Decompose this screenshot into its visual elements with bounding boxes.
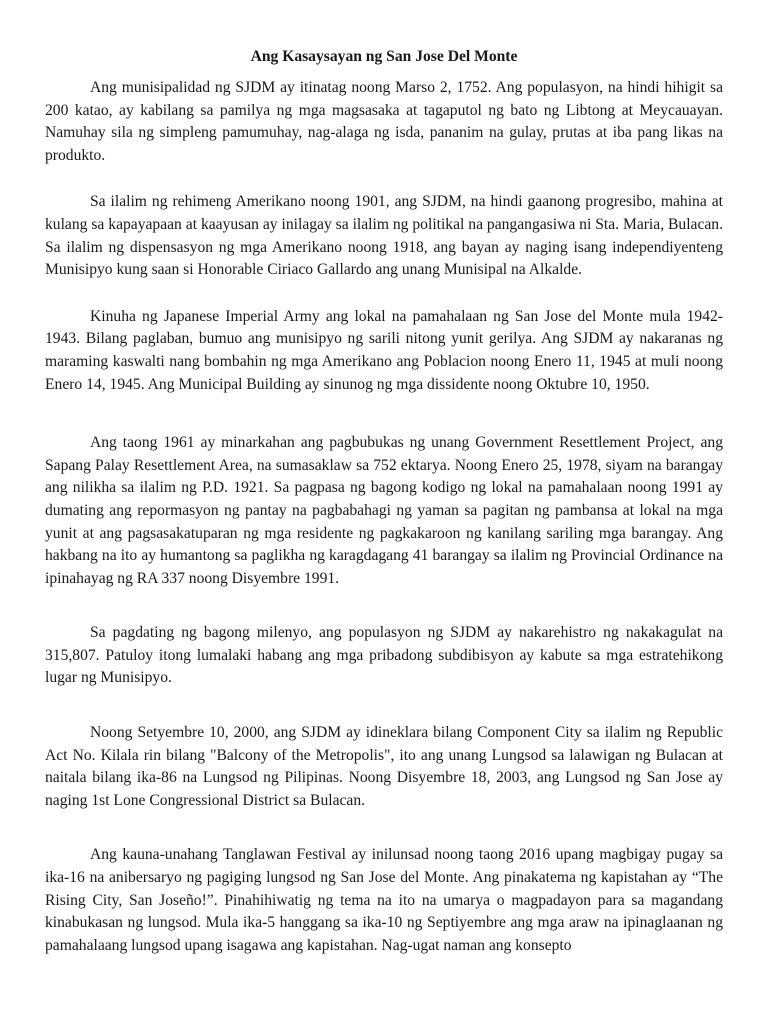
paragraph-3: Kinuha ng Japanese Imperial Army ang lokal na pamahalaan ng San Jose del Monte mula 1942-1943. Bilang paglaban, bumuo ang munisipyo ng sarili nitong yunit gerilya. Ang SJDM ay nakaranas ng maraming kaswalti nang bombahin ng mga Amerikano ang Poblacion noong Enero 11, 1945 at muli noong Enero 14, 1945. Ang Municipal Building ay sinunog ng mga dissidente noong Oktubre 10, 1950.	[45, 307, 723, 393]
paragraph-4: Ang taong 1961 ay minarkahan ang pagbubukas ng unang Government Resettlement Project, ang Sapang Palay Resettlement Area, na sumasaklaw sa 752 ektarya. Noong Enero 25, 1978, siyam na barangay ang nilikha sa ilalim ng P.D. 1921. Sa pagpasa ng bagong kodigo ng lokal na pamahalaan noong 1991 ay dumating ang repormasyon ng pantay na pagbabahagi ng yaman sa pagitan ng pambansa at lokal na mga yunit at ang pagsasakatuparan ng mga residente ng pagkakaroon ng kanilang sariling mga barangay. Ang hakbang na ito ay humantong sa paglikha ng karagdagang 41 barangay sa ilalim ng Provincial Ordinance na ipinahayag ng RA 337 noong Disyembre 1991.	[45, 434, 723, 587]
paragraph-1: Ang munisipalidad ng SJDM ay itinatag noong Marso 2, 1752. Ang populasyon, na hindi hihigit sa 200 katao, ay kabilang sa pamilya ng mga magsasaka at tagaputol ng bato ng Libtong at Meycauayan. Namuhay sila ng simpleng pamumuhay, nag-alaga ng isda, pananim na gulay, prutas at iba pang likas na produkto.	[45, 79, 723, 164]
paragraph-5: Sa pagdating ng bagong milenyo, ang populasyon ng SJDM ay nakarehistro ng nakakagulat na 315,807. Patuloy itong lumalaki habang ang mga pribadong subdibisyon ay kabute sa mga estratehikong lugar ng Munisipyo.	[45, 624, 723, 687]
paragraph-2: Sa ilalim ng rehimeng Amerikano noong 1901, ang SJDM, na hindi gaanong progresibo, mahina at kulang sa kapayapaan at kaayusan ay inilagay sa ilalim ng politikal na pangangasiwa ni Sta. Maria, Bulacan. Sa ilalim ng dispensasyon ng mga Amerikano noong 1918, ang bayan ay naging isang independiyenteng Munisipyo kung saan si Honorable Ciriaco Gallardo ang unang Munisipal na Alkalde.	[45, 193, 723, 279]
document-title: Ang Kasaysayan ng San Jose Del Monte	[250, 48, 518, 65]
paragraph-7: Ang kauna-unahang Tanglawan Festival ay inilunsad noong taong 2016 upang magbigay pugay sa ika-16 na anibersaryo ng pagiging lungsod ng San Jose del Monte. Ang pinakatema ng kapistahan ay “The Rising City, San Joseño!”. Pinahihiwatig ng tema na ito na umarya o magpadayon para sa magandang kinabukasan ng lungsod. Mula ika-5 hanggang sa ika-10 ng Septiyembre ang mga araw na ipinaglaanan ng pamahalaang lungsod upang isagawa ang kapistahan. Nag-ugat naman ang konsepto	[45, 846, 723, 954]
document-page	[45, 46, 723, 957]
paragraph-6: Noong Setyembre 10, 2000, ang SJDM ay idineklara bilang Component City sa ilalim ng Republic Act No. Kilala rin bilang "Balcony of the Metropolis", ito ang unang Lungsod sa lalawigan ng Bulacan at naitala bilang ika-86 na Lungsod ng Pilipinas. Noong Disyembre 18, 2003, ang Lungsod ng San Jose ay naging 1st Lone Congressional District sa Bulacan.	[45, 724, 723, 809]
